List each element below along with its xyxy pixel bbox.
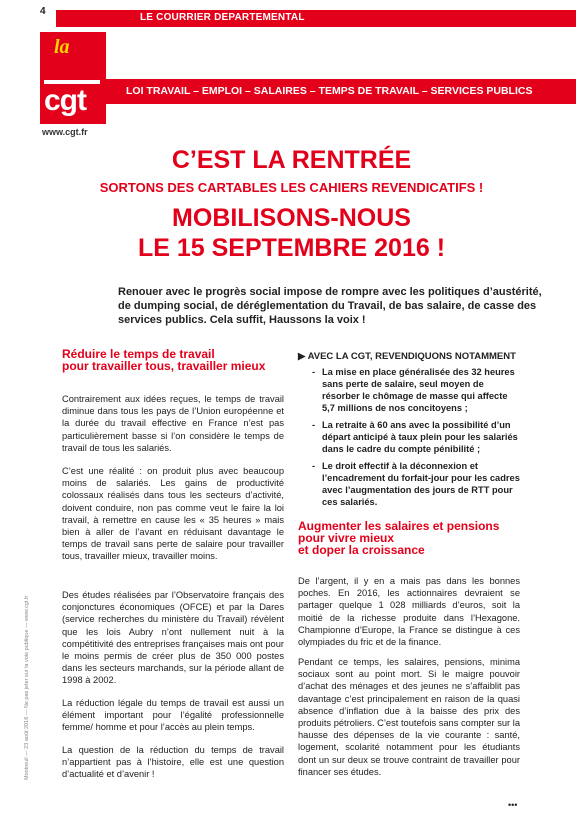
right-paragraph-2: Pendant ce temps, les salaires, pensions, minima sociaux sont au point mort. Si le maigre pouvoir d’achat des ménages et des jeunes ne s’affaiblit pas davantage c’est principalement en raison de la quasi absence d’inflation due à la baisse des prix des produits pétroliers. C’est toutefois sans compter sur la hausse des dépenses de la vie courante : santé, logement, scolarité notamment pour les étudiants dont un sur deux se trouve contraint de travailler pour financer ses études. [298,657,520,777]
left-heading-line2: pour travailler tous, travailler mieux [62,359,266,373]
topic-banner [106,79,576,104]
logo-la: la [54,36,70,58]
left-paragraph-1: Contrairement aux idées reçues, le temps de travail diminue dans tous les pays de l’Union européenne et la durée du travail effective en France n’est pas particulièrement basse si l’on considère le temps de travail de tous les salariés. [62,394,284,453]
right-heading-line1: Augmenter les salaires et pensions [298,519,500,533]
right-heading-line3: et doper la croissance [298,543,425,557]
left-paragraph-2: C’est une réalité : on produit plus avec beaucoup moins de salariés. Les gains de productivité colossaux réalisés dans tous les secteurs d’activité, doivent conduire, non pas comme veut le faire la loi travail, à remettre en cause les « 35 heures » mais bien à aller de l’avant en réduisant davantage le temps de travail sans perte de salaire pour travailler tous, travailler mieux, travailler moins. [62,466,284,562]
headline-line4: LE 15 SEPTEMBRE 2016 ! [137,234,446,262]
side-note: Montreuil — 23 août 2016 — Ne pas jeter sur la voie publique — www.cgt.fr [24,595,30,780]
cgt-logo [40,32,106,124]
left-paragraph-5: La question de la réduction du temps de travail n’appartient pas à l’histoire, elle est une question d’actualité et d’avenir ! [62,745,284,780]
website-url: www.cgt.fr [42,127,88,137]
intro-paragraph: Renouer avec le progrès social impose de rompre avec les politiques d’austérité, de dumping social, de déréglementation du Travail, de bas salaire, de casse des services publics. Cela suffit, Haussons la voix ! [118,286,542,326]
revendications-list [312,366,520,513]
right-heading-line2: pour vivre mieux [298,531,395,545]
continuation-ellipsis: ••• [508,800,518,810]
revendications-heading: ▶ AVEC LA CGT, REVENDIQUONS NOTAMMENT [298,351,516,362]
left-heading-line1: Réduire le temps de travail [62,347,215,361]
headline-rentree: C’EST LA RENTRÉE [171,146,412,174]
logo-cgt: cgt [44,84,86,117]
header-bar [56,10,576,27]
left-paragraph-3: Des études réalisées par l’Observatoire français des conjonctures économiques (OFCE) et par la Dares (service recherches du ministère du Travail) révèlent que les lois Aubry n’ont nullement nuit à la compétitivité des entreprises françaises mais ont pour le moins permis de créer plus de 350 000 postes dans les secteurs marchands, sur la période allant de 1998 à 2002. [62,590,284,686]
headline-cartables: SORTONS DES CARTABLES LES CAHIERS REVENDICATIFS ! [99,180,484,195]
header-title: LE COURRIER DEPARTEMENTAL [140,12,305,23]
right-section-heading [298,520,520,556]
headline-mobilisons [0,203,583,263]
list-item: - La retraite à 60 ans avec la possibilité d’un départ anticipé à taux plein pour les salariés dans le cadre du compte pénibilité ; [312,419,520,455]
left-paragraph-4: La réduction légale du temps de travail est aussi un élément important pour l’égalité professionnelle femme/ homme et pour l’accès au plein temps. [62,698,284,733]
page-number: 4 [40,6,46,17]
topic-banner-text: LOI TRAVAIL – EMPLOI – SALAIRES – TEMPS DE TRAVAIL – SERVICES PUBLICS [126,85,533,97]
left-section-heading [62,348,284,372]
list-item: - Le droit effectif à la déconnexion et l’encadrement du forfait-jour pour les cadres avec l’augmentation des jours de RTT pour ces salariés. [312,460,520,508]
headline-line3: MOBILISONS-NOUS [172,204,411,232]
right-paragraph-1: De l’argent, il y en a mais pas dans les bonnes poches. En 2016, les actionnaires devraient se partager quelque 1 028 milliards d’euros, soit la moitié de la richesse produite dans l’Hexagone. Championne d’Europe, la France se distingue à ces olympiades du fric et de la finance. [298,576,520,648]
list-item: - La mise en place généralisée des 32 heures sans perte de salaire, seul moyen de résorber le chômage de masse qui affecte 5,7 millions de nos concitoyens ; [312,366,520,414]
